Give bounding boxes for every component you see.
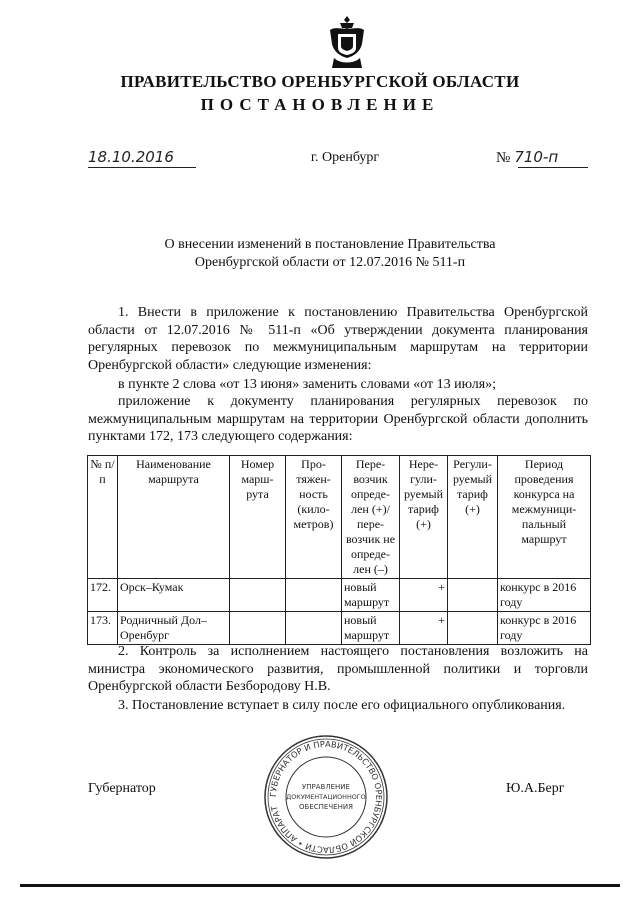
header-cell: Период проведения конкурса на межмуници-пальный маршрут <box>498 456 591 579</box>
paragraph-3: 3. Постановление вступает в силу после его официального опубликования. <box>118 698 566 713</box>
header-cell: Регули-руемый тариф (+) <box>448 456 498 579</box>
paragraph-2: 2. Контроль за исполнением настоящего постановления возложить на министра экономического развития, промышленной политики и торговли Оренбургской области Безбородову Н.В. <box>88 644 588 694</box>
table-cell: + <box>400 579 448 612</box>
table-cell: 172. <box>88 579 118 612</box>
table-cell: Родничный Дол–Оренбург <box>118 612 230 645</box>
table-cell <box>286 612 342 645</box>
document-type-title: ПОСТАНОВЛЕНИЕ <box>200 95 440 114</box>
number-label: № <box>496 150 511 166</box>
table-cell: конкурс в 2016 году <box>498 612 591 645</box>
table-header-row <box>88 456 591 579</box>
date-underline <box>88 167 196 168</box>
header-cell: Про-тяжен-ность (кило-метров) <box>286 456 342 579</box>
paragraph-1b: в пункте 2 слова «от 13 июня» заменить словами «от 13 июля»; <box>118 377 497 392</box>
header-cell: Пере-возчик опреде-лен (+)/ пере-возчик не опреде-лен (–) <box>342 456 400 579</box>
table-cell: 173. <box>88 612 118 645</box>
table-cell <box>448 612 498 645</box>
table-cell <box>230 579 286 612</box>
document-number <box>496 148 588 167</box>
table-cell: + <box>400 612 448 645</box>
table-cell: Орск–Кумак <box>118 579 230 612</box>
header-cell: № п/п <box>88 456 118 579</box>
page-bottom-rule <box>20 884 620 887</box>
table-row <box>88 579 591 612</box>
document-date <box>88 148 196 166</box>
subject-line-1: О внесении изменений в постановление Правительства <box>164 237 496 252</box>
header-cell: Наименование маршрута <box>118 456 230 579</box>
table-cell <box>448 579 498 612</box>
number-underline <box>518 167 588 168</box>
header-cell: Нере-гули-руемый тариф (+) <box>400 456 448 579</box>
document-subject <box>120 236 540 272</box>
paragraph-1: 1. Внести в приложение к постановлению Правительства Оренбургской области от 12.07.2016 № 511-п «Об утверждении документа планирования регулярных перевозок по межмуниципальным маршрутам на территории Оренбургской области» следующие изменения: <box>88 305 588 373</box>
stamp-ring-text: ГУБЕРНАТОР И ПРАВИТЕЛЬСТВО ОРЕНБУРГСКОЙ ОБЛАСТИ • АППАРАТ <box>267 738 385 856</box>
official-stamp-icon <box>262 733 390 861</box>
table-cell: конкурс в 2016 году <box>498 579 591 612</box>
header-cell: Номер марш-рута <box>230 456 286 579</box>
table-row <box>88 612 591 645</box>
table-cell: новый маршрут <box>342 579 400 612</box>
document-city: г. Оренбург <box>310 150 380 165</box>
coat-of-arms-icon <box>326 14 368 72</box>
table-cell <box>230 612 286 645</box>
government-title: ПРАВИТЕЛЬСТВО ОРЕНБУРГСКОЙ ОБЛАСТИ <box>120 72 520 91</box>
stamp-line-2: ДОКУМЕНТАЦИОННОГО <box>286 793 366 801</box>
table-cell: новый маршрут <box>342 612 400 645</box>
stamp-line-1: УПРАВЛЕНИЕ <box>302 783 350 791</box>
paragraph-1c: приложение к документу планирования регулярных перевозок по межмуниципальным маршрутам на территории Оренбургской области дополнить пунктами 172, 173 следующего содержания: <box>88 394 588 444</box>
table-cell <box>286 579 342 612</box>
signature-name: Ю.А.Берг <box>506 781 565 796</box>
document-number-value: 710-п <box>514 148 559 166</box>
routes-table <box>87 455 591 645</box>
signature-position: Губернатор <box>88 781 156 796</box>
subject-line-2: Оренбургской области от 12.07.2016 № 511-п <box>194 255 466 270</box>
document-date-value: 18.10.2016 <box>88 148 174 166</box>
stamp-line-3: ОБЕСПЕЧЕНИЯ <box>299 803 353 811</box>
